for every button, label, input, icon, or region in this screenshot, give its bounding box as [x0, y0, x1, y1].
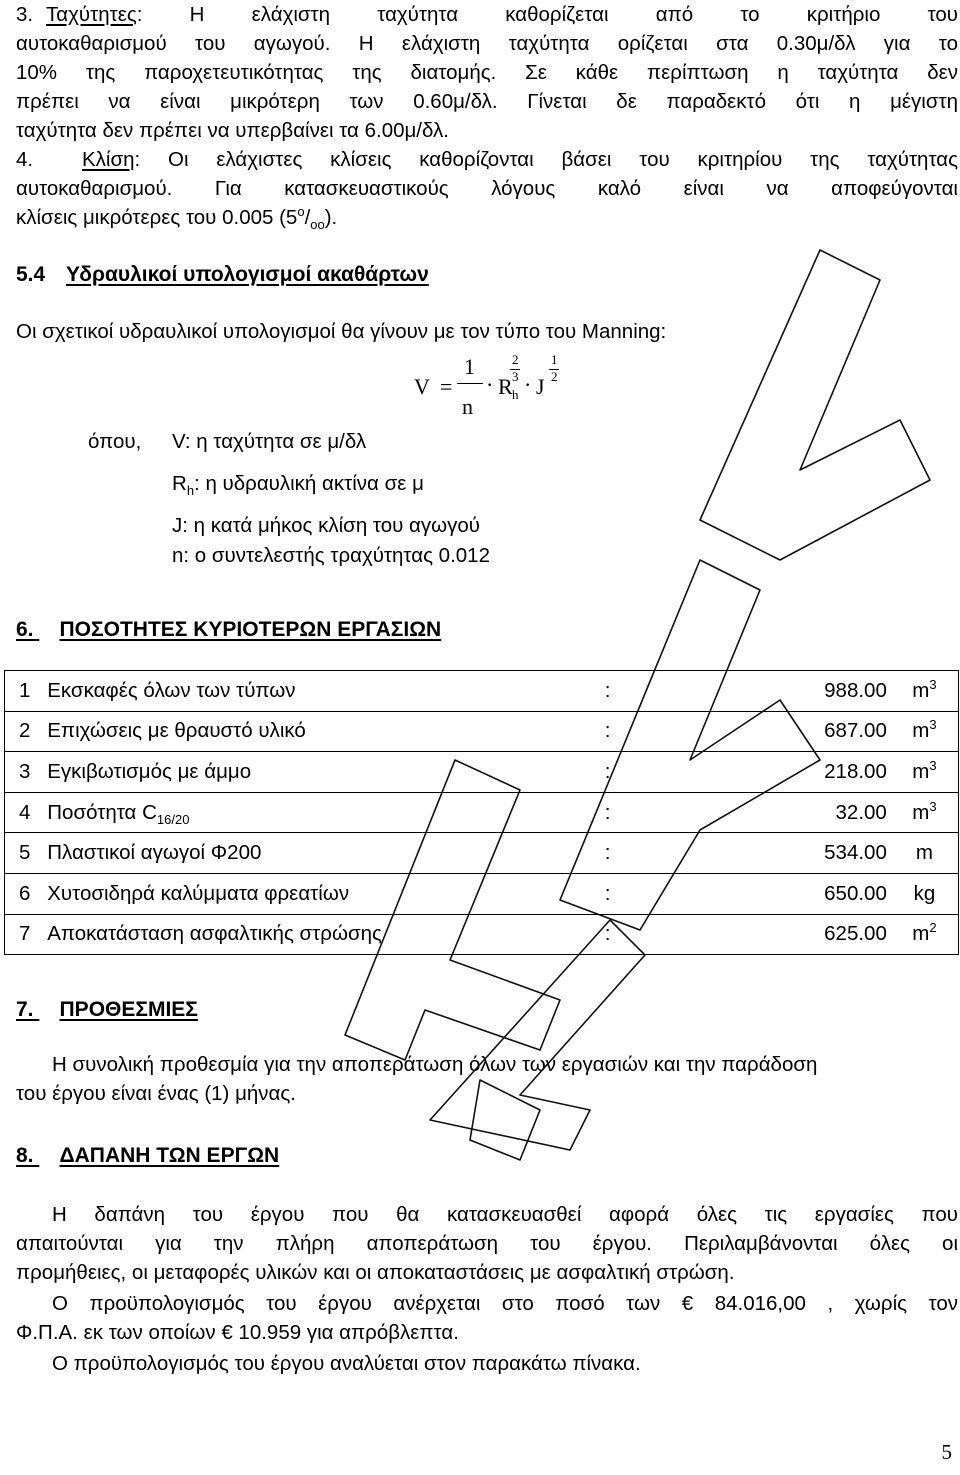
row-value: 218.00 — [694, 752, 887, 793]
row-description: Αποκατάσταση ασφαλτικής στρώσης — [47, 914, 605, 955]
row-unit: m — [887, 833, 959, 874]
row-unit: $m^3$ — [887, 671, 959, 712]
table-row — [5, 711, 959, 752]
def-r: $R_h$: η υδραυλική ακτίνα σε μ — [172, 472, 424, 499]
item-3-line-3: 10% της παροχετευτικότητας της διατομής. Σε κάθε περίπτωση η ταχύτητα δεν — [16, 61, 958, 84]
row-colon: : — [605, 873, 694, 914]
row-colon: : — [605, 792, 694, 833]
item-3-line-2: αυτοκαθαρισμού του αγωγού. Η ελάχιστη ταχύτητα ορίζεται στα 0.30μ/δλ για το — [16, 32, 958, 55]
row-unit: $m^3$ — [887, 752, 959, 793]
row-value: 650.00 — [694, 873, 887, 914]
row-colon: : — [605, 711, 694, 752]
row-value: 534.00 — [694, 833, 887, 874]
row-colon: : — [605, 914, 694, 955]
section-8-p1-line-1: Η δαπάνη του έργου που θα κατασκευασθεί αφορά όλες τις εργασίες που — [52, 1203, 958, 1226]
section-8-p1-line-2: απαιτούνται για την πλήρη αποπεράτωση του έργου. Περιλαμβάνονται όλες οι — [16, 1232, 958, 1255]
row-description: Εκσκαφές όλων των τύπων — [47, 671, 605, 712]
row-colon: : — [605, 752, 694, 793]
section-8-p1-line-3: προμήθειες, οι μεταφορές υλικών και οι αποκαταστάσεις με ασφαλτική στρώση. — [16, 1261, 735, 1284]
section-6-title: ΠΟΣΟΤΗΤΕΣ ΚΥΡΙΟΤΕΡΩΝ ΕΡΓΑΣΙΩΝ — [59, 618, 442, 641]
section-8-p2-line-2: Φ.Π.Α. εκ των οποίων € 10.959 για απρόβλεπτα. — [16, 1321, 459, 1344]
table-row — [5, 833, 959, 874]
row-unit: $m^3$ — [887, 792, 959, 833]
section-8-title: ΔΑΠΑΝΗ ΤΩΝ ΕΡΓΩΝ — [59, 1144, 280, 1167]
item-4-line-2: αυτοκαθαρισμού. Για κατασκευαστικούς λόγους καλό είναι να αποφεύγονται — [16, 177, 958, 200]
section-8-heading — [16, 1144, 279, 1168]
section-8-number: 8. — [16, 1144, 34, 1167]
table-row — [5, 752, 959, 793]
def-v: V: η ταχύτητα σε μ/δλ — [172, 430, 367, 453]
item-3-number: 3. — [16, 3, 34, 26]
row-unit: kg — [887, 873, 959, 914]
manning-formula: V = 1 n · R h 2 3 · J 1 2 — [414, 352, 558, 419]
item-4-title: Κλίση — [82, 148, 135, 171]
row-unit: $m^3$ — [887, 711, 959, 752]
row-description: Ποσότητα $C_{16/20}$ — [47, 792, 605, 833]
table-row — [5, 873, 959, 914]
section-6-heading — [16, 618, 441, 642]
item-3-title: Ταχύτητες — [46, 3, 137, 26]
row-number: 5 — [5, 833, 48, 874]
table-row — [5, 914, 959, 955]
fraction-bar — [457, 383, 483, 384]
table-row — [5, 671, 959, 712]
row-number: 4 — [5, 792, 48, 833]
table-row — [5, 792, 959, 833]
section-6-number: 6. — [16, 618, 34, 641]
where-label: όπου, — [88, 430, 142, 453]
row-value: 687.00 — [694, 711, 887, 752]
item-4-number: 4. — [16, 148, 34, 171]
section-8-p2-line-1: Ο προϋπολογισμός του έργου ανέρχεται στο ποσό των € 84.016,00 , χωρίς τον — [52, 1292, 958, 1315]
row-description: Επιχώσεις με θραυστό υλικό — [47, 711, 605, 752]
section-7-line-2: του έργου είναι ένας (1) μήνας. — [16, 1082, 296, 1105]
item-4-line-3: κλίσεις μικρότερες του 0.005 $(5^o/_{oo})$. — [16, 204, 338, 233]
row-value: 625.00 — [694, 914, 887, 955]
row-value: 32.00 — [694, 792, 887, 833]
row-number: 7 — [5, 914, 48, 955]
section-5-4-title: Υδραυλικοί υπολογισμοί ακαθάρτων — [66, 263, 429, 286]
row-description: Πλαστικοί αγωγοί Φ200 — [47, 833, 605, 874]
item-4-line-1: : Οι ελάχιστες κλίσεις καθορίζονται βάσει του κριτηρίου της ταχύτητας — [134, 148, 958, 171]
section-7-title: ΠΡΟΘΕΣΜΙΕΣ — [59, 998, 198, 1021]
section-7-line-1: Η συνολική προθεσμία για την αποπεράτωση όλων των εργασιών και την παράδοση — [52, 1053, 818, 1076]
page-number: 5 — [941, 1440, 952, 1464]
section-8-p3: Ο προϋπολογισμός του έργου αναλύεται στον παρακάτω πίνακα. — [52, 1352, 641, 1375]
section-7-number: 7. — [16, 998, 34, 1021]
row-colon: : — [605, 671, 694, 712]
section-7-heading — [16, 998, 198, 1022]
row-colon: : — [605, 833, 694, 874]
section-5-4-heading — [16, 263, 429, 287]
item-3-line-5: ταχύτητα δεν πρέπει να υπερβαίνει τα 6.00μ/δλ. — [16, 119, 449, 142]
def-n: n: ο συντελεστής τραχύτητας 0.012 — [172, 544, 490, 567]
row-number: 1 — [5, 671, 48, 712]
row-description: Εγκιβωτισμός με άμμο — [47, 752, 605, 793]
section-5-4-number: 5.4 — [16, 263, 46, 286]
def-j: J: η κατά μήκος κλίση του αγωγού — [172, 514, 481, 537]
row-description: Χυτοσιδηρά καλύμματα φρεατίων — [47, 873, 605, 914]
row-number: 3 — [5, 752, 48, 793]
row-number: 2 — [5, 711, 48, 752]
row-unit: $m^2$ — [887, 914, 959, 955]
row-number: 6 — [5, 873, 48, 914]
section-5-4-intro: Οι σχετικοί υδραυλικοί υπολογισμοί θα γίνουν με τον τύπο του Manning: — [16, 320, 667, 343]
item-3-line-1: : Η ελάχιστη ταχύτητα καθορίζεται από το κριτήριο του — [136, 3, 958, 26]
quantities-table — [4, 670, 959, 955]
item-3-line-4: πρέπει να είναι μικρότερη των 0.60μ/δλ. Γίνεται δε παραδεκτό ότι η μέγιστη — [16, 90, 958, 113]
row-value: 988.00 — [694, 671, 887, 712]
